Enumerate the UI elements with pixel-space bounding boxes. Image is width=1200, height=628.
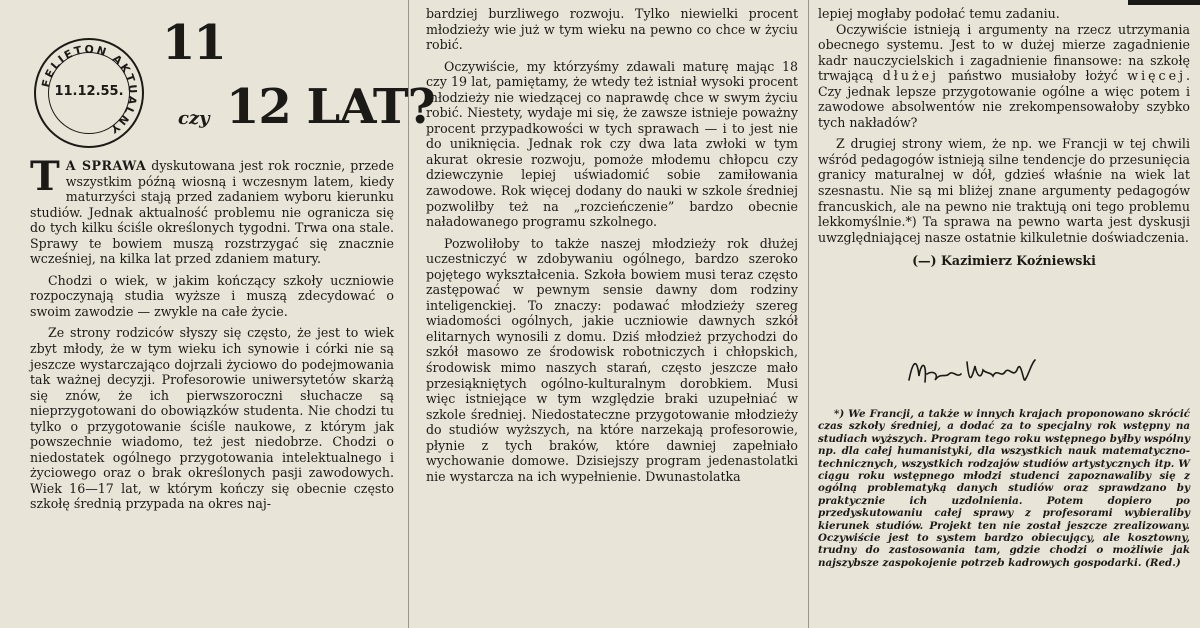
drop-cap: T [30,153,60,200]
paragraph: lepiej mogłaby podołać temu zadaniu. [818,6,1060,21]
top-rule [1128,0,1200,5]
paragraph: Ze strony rodziców słyszy się często, że jest to wiek zbyt młody, że w tym wieku ich synowie i córki nie są jeszcze wystarczająco dojrzali życiowo do podejmowania tak ważnej decyzji. Profesorowie uniwersytetów skarżą się znów, że ich pierwszoroczni słuchacze są nieprzygotowani do obowiązków studenta. Nie chodzi tu tylko o przygotowanie ściśle naukowe, z którym jak powszechnie wiadomo, też jest niedobrze. Chodzi o niedostatek ogólnego przygotowania intelektualnego i życiowego oraz o brak określonych pasji zawodowych. Wiek 16—17 lat, w którym kończy się obecnie często szkołę średnią przypada na okres naj- [30,325,394,512]
paragraph-text: . Czy jednak lepsze przygotowanie ogólne a więc potem i zawodowe absolwentów nie zrekompensowałoby szybko tych nakładów? [818,68,1190,130]
stamp-date: 11.12.55. [54,84,124,99]
headline-part1: 11 [162,15,225,71]
headline-part2: 12 LAT? [226,79,435,135]
paragraph [818,22,1190,131]
handwritten-signature [905,352,1055,392]
article-column-3 [818,6,1190,269]
paragraph: Oczywiście, my którzyśmy zdawali maturę mając 18 czy 19 lat, pamiętamy, że wtedy też istniał wysoki procent młodzieży nie wiedzącej co naprawdę chce w swym życiu robić. Niestety, wydaje mi się, że zawsze istnieje poważny procent przypadkowości w tych sprawach — i to jest nie do uniknięcia. Jednak rok czy dwa lata zwłoki w tym akurat okresie rozwoju, pomoże młodemu chłopcu czy dziewczynie lepiej uświadomić sobie zamiłowania zawodowe. Rok więcej dodany do nauki w szkole średniej pozwoliłby też na „rozcieńczenie” bardzo obecnie naładowanego programu szkolnego. [426,58,798,230]
emphasis-spaced: dłużej [882,68,939,84]
footnote [818,408,1190,569]
footnote-text: *) We Francji, a także w innych krajach proponowano skrócić czas szkoły średniej, a dodać za to specjalny rok wstępny na studiach wyższych. Program tego roku wstępnego byłby wspólny np. dla całej humanistyki, dla wszystkich nauk matematyczno-technicznych, wszystkich rodzajów studiów artystycznych itp. W ciągu roku wstępnego młodzi studenci zapoznawaliby się z ogólną problematyką danych studiów oraz sprawdzano by praktycznie ich uzdolnienia. Potem dopiero po przedyskutowaniu całej sprawy z profesorami wybieraliby kierunek studiów. Projekt ten nie został jeszcze zrealizowany. Oczywiście jest to system bardzo obiecujący, ale kosztowny, trudny do zastosowania tam, gdzie chodzi o możliwie jak najszybsze zaspokojenie potrzeb kadrowych gospodarki. (Red.) [818,408,1190,569]
article-column-1 [30,153,394,512]
column-divider [808,0,809,628]
article-column-2 [426,6,798,484]
emphasis-spaced: więcej [1127,68,1186,84]
paragraph: bardziej burzliwego rozwoju. Tylko niewielki procent młodzieży wie już w tym wieku na pewno co chce w życiu robić. [426,6,798,53]
paragraph: Z drugiej strony wiem, że np. we Francji w tej chwili wśród pedagogów istnieją silne tendencje do przesunięcia granicy maturalnej w dół, gdzieś właśnie na wiek lat szesnastu. Nie są mi bliżej znane argumenty pedagogów francuskich, ale na pewno nie traktują oni tego problemu lekkomyślnie.*) Ta sprawa na pewno warta jest dyskusji uwzględniającej nasze ostatnie kilkuletnie doświadczenia. [818,136,1190,245]
paragraph-text: dyskutowana jest rok rocznie, przede wszystkim późną wiosną i wczesnym latem, kiedy maturzyści stają przed zadaniem wyboru kierunku studiów. Jednak aktualność problemu nie ogranicza się do tych kilku ściśle określonych tygodni. Trwa ona stale. Sprawy te bowiem muszą rozstrzygać się znacznie wcześniej, na kilka lat przed zdaniem matury. [30,158,394,267]
felieton-stamp [34,38,144,148]
paragraph-text: państwo musiałoby łożyć [938,68,1128,84]
svg-text:FELIETON AKTUALNY: FELIETON AKTUALNY [39,42,140,137]
paragraph: Pozwoliłoby to także naszej młodzieży rok dłużej uczestniczyć w zdobywaniu ogólnego, bardzo szeroko pojętego wykształcenia. Szkoła bowiem musi teraz często zastępować w pewnym sensie dawny dom rodziny inteligenckiej. To znaczy: podawać młodzieży szereg wiadomości ogólnych, jakie uczniowie dawnych szkół elitarnych wynosili z domu. Dziś młodzież przychodzi do szkół masowo ze środowisk robotniczych i chłopskich, środowisk mimo naszych starań, często jeszcze mało przesiąkniętych ogólno-kulturalnym dorobkiem. Musi więc istniejące w tym względzie braki uzupełniać w szkole średniej. Niedostateczne przygotowanie młodzieży do studiów wyższych, na które narzekają profesorowie, płynie z tych braków, które dawniej zapełniało wychowanie domowe. Dzisiejszy program jedenastolatki nie wystarcza na ich wypełnienie. Dwunastolatka [426,235,798,484]
headline-czy: czy [178,108,210,129]
paragraph: Chodzi o wiek, w jakim kończący szkoły uczniowie rozpoczynają studia wyższe i muszą zdecydować o swoim zawodzie — zwykle na całe życie. [30,272,394,319]
paragraph-text: Oczywiście istnieją i argumenty na rzecz utrzymania obecnego systemu. Jest to w dużej mierze zagadnienie kadr nauczycielskich i zagadnienie finansowe: na szkołę trwającą [818,21,1190,84]
paragraph [30,153,394,267]
author-byline: (—) Kazimierz Koźniewski [912,253,1096,269]
lead-words: A SPRAWA [65,158,147,173]
